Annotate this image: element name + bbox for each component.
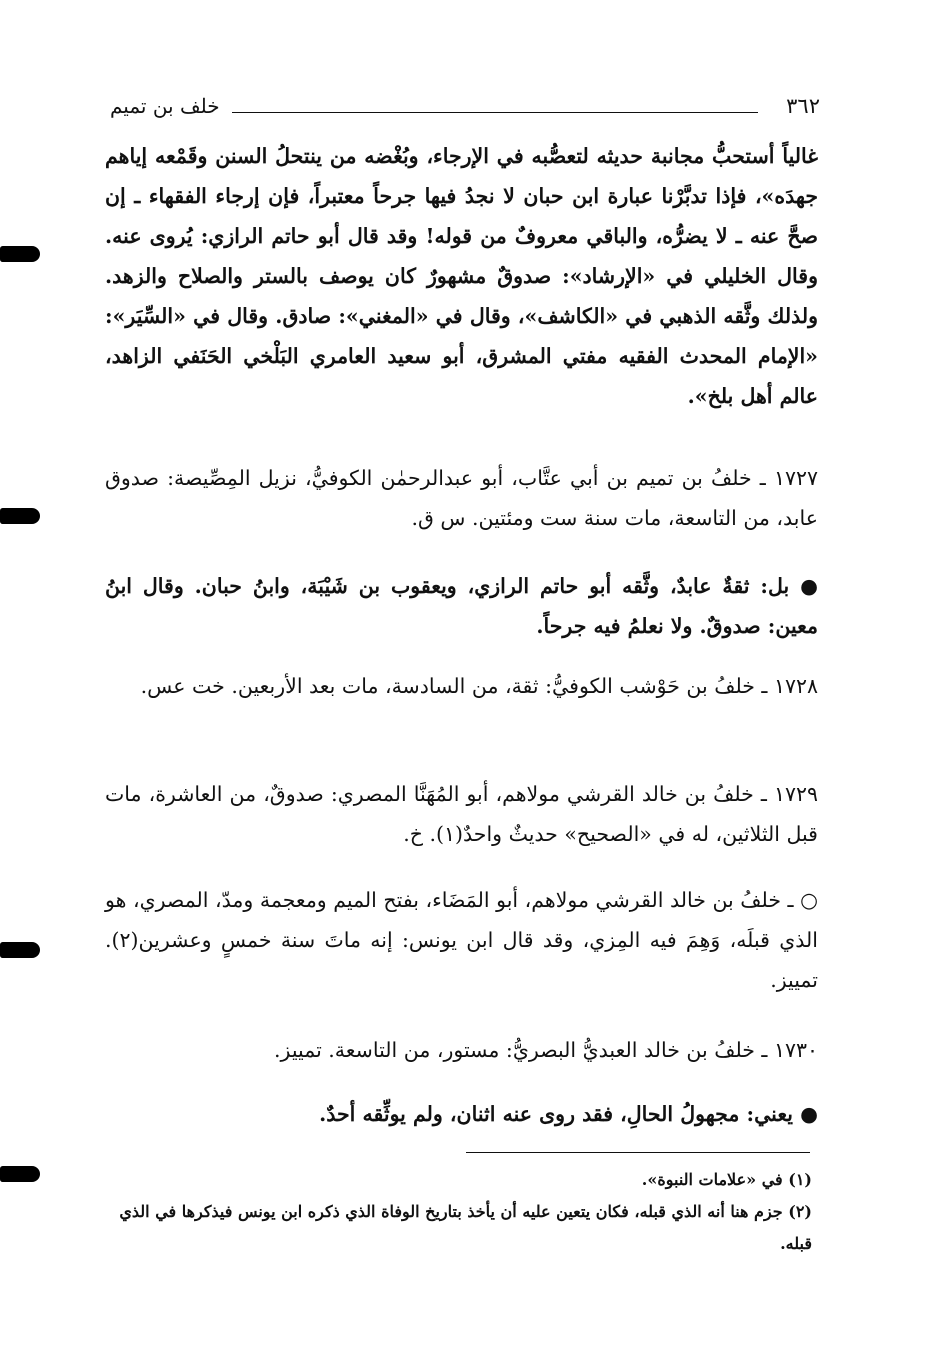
body-paragraph-text: غالياً أستحبُّ مجانبة حديثه لتعصُّبه في الإرجاء، وبُغْضه من ينتحلُ السنن وقَمْعه إياهم جهدَه»، فإذا تدبَّرْنا عبارة ابن حبان لا نجدُ فيها جرحاً معتبراً، فإن إرجاء الفقهاء ـ إن صحَّ عنه ـ لا يضرُّه، والباقي معروفٌ من قوله! وقد قال أبو حاتم الرازي: يُروى عنه. وقال الخليلي في «الإرشاد»: صدوقٌ مشهورٌ كان يوصف بالستر والصلاح والزهد. ولذلك وثَّقه الذهبي في «الكاشف»، وقال في «المغني»: صادق. وقال في «السِّيَر»: «الإمام المحدث الفقيه مفتي المشرق، أبو سعيد العامري البَلْخي الحَنَفي الزاهد، عالم أهل بلخ». [105, 144, 819, 408]
footnote: (٢) جزم هنا أنه الذي قبله، فكان يتعين عليه أن يأخذ بتاريخ الوفاة الذي ذكره ابن يونس فيذكرها في الذي قبله. [119, 1202, 812, 1253]
footnote-rule [466, 1152, 810, 1153]
entry-1727 [105, 458, 818, 538]
entry-1730 [105, 1030, 818, 1070]
entry-text: ١٧٢٧ ـ خلفُ بن تميم بن أبي عتَّاب، أبو عبدالرحمٰن الكوفيُّ، نزيل المِصِّيصة: صدوق عابد، من التاسعة، مات سنة ست ومئتين. س ق. [105, 466, 818, 530]
entry-1727-comment [105, 566, 818, 646]
entry-comment: ● بل: ثقةٌ عابدٌ، وثَّقه أبو حاتم الرازي، ويعقوب بن شَيْبَة، وابنُ حبان. وقال ابنُ معين: صدوقٌ. ولا نعلمُ فيه جرحاً. [105, 574, 818, 638]
body-paragraph [105, 136, 818, 416]
binding-mark [0, 246, 40, 262]
entry-text: ○ ـ خلفُ بن خالد القرشي مولاهم، أبو المَضَاء، بفتح الميم ومعجمة ومدّ، المصري، هو الذي قبلَه، وَهِمَ فيه المِزي، وقد قال ابن يونس: إنه ماتَ سنة خمسٍ وعشرين(٢). تمييز. [105, 888, 818, 992]
footnote: (١) في «علامات النبوة». [641, 1170, 812, 1189]
entry-text: ١٧٢٨ ـ خلفُ بن حَوْشب الكوفيُّ: ثقة، من السادسة، مات بعد الأربعين. خت عس. [140, 674, 818, 698]
header-rule [232, 112, 758, 113]
running-title: خلف بن تميم [110, 94, 220, 118]
entry-comment: ● يعني: مجهولُ الحالِ، فقد روى عنه اثنان، ولم يوثِّقه أحدٌ. [319, 1102, 818, 1126]
entry-text: ١٧٢٩ ـ خلفُ بن خالد القرشي مولاهم، أبو المُهَنَّا المصري: صدوقٌ، من العاشرة، مات قبل الثلاثين، له في «الصحيح» حديثٌ واحدٌ(١). خ. [105, 782, 818, 846]
entry-1730-comment [105, 1094, 818, 1134]
entry-text: ١٧٣٠ ـ خلفُ بن خالد العبديُّ البصريُّ: مستور، من التاسعة. تمييز. [274, 1038, 818, 1062]
page-header [110, 90, 820, 124]
entry-1728 [105, 666, 818, 706]
page-number: ٣٦٢ [786, 94, 820, 118]
entry-1729 [105, 774, 818, 854]
binding-mark [0, 942, 40, 958]
binding-mark [0, 508, 40, 524]
entry-1729-tamyiz [105, 880, 818, 1000]
footnotes [118, 1164, 812, 1260]
binding-mark [0, 1166, 40, 1182]
